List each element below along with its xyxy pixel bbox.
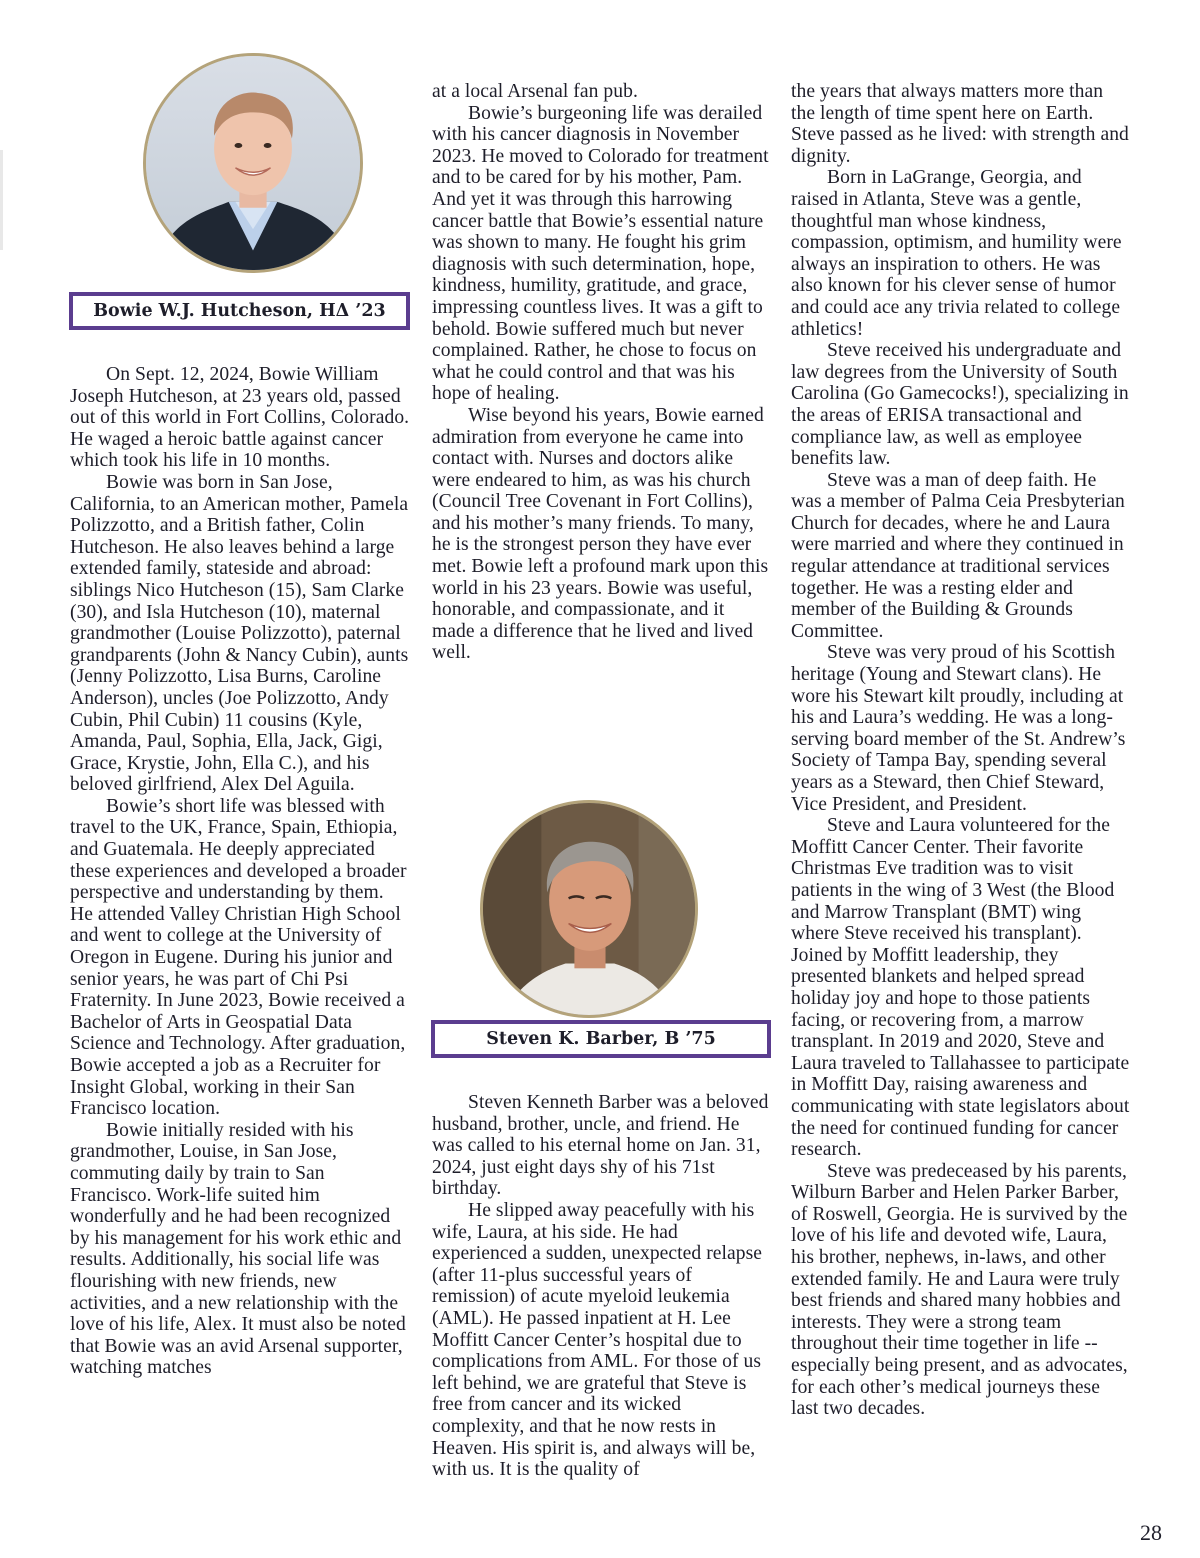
steven-paragraph-2: He slipped away peacefully with his wife, Laura, at his side. He had experienced a sudden, unexpected relapse (after 11-plus successful years of remission) of acute myeloid leukemia (AML). He passed inpatient at H. Lee Moffitt Cancer Center’s hospital due to complications from AML. For those of us left behind, we are grateful that Steve is free from cancer and its wicked complexity, and that he now rests in Heaven. His spirit is, and always will be, with us. It is the quality of <box>432 1199 763 1481</box>
bowie-paragraph-4: Bowie initially resided with his grandmother, Louise, in San Jose, commuting daily by train to San Francisco. Work-life suited him wonderfully and he had been recognized by his management for his work ethic and results. Additionally, his social life was flourishing with new friends, new activities, and a new relationship with the love of his life, Alex. It must also be noted that Bowie was an avid Arsenal supporter, watching matches <box>70 1119 406 1379</box>
bowie-paragraph-3: Bowie’s short life was blessed with travel to the UK, France, Spain, Ethiopia, and Guatemala. He deeply appreciated these experiences and developed a broader perspective and understanding by them. He attended Valley Christian High School and went to college at the University of Oregon in Eugene. During his junior and senior years, he was part of Chi Psi Fraternity. In June 2023, Bowie received a Bachelor of Arts in Geospatial Data Science and Technology. After graduation, Bowie accepted a job as a Recruiter for Insight Global, working in their San Francisco location. <box>70 795 407 1120</box>
steven-paragraph-5: Steve was a man of deep faith. He was a member of Palma Ceia Presbyterian Church for decades, where he and Laura were married and where they continued in regular attendance at traditional services together. He was a resting elder and member of the Building & Grounds Committee. <box>791 469 1125 642</box>
column-2-top <box>432 81 770 664</box>
portrait-bowie-hutcheson <box>143 53 363 273</box>
bowie-paragraph-1: On Sept. 12, 2024, Bowie William Joseph Hutcheson, at 23 years old, passed out of this world in Fort Collins, Colorado. He waged a heroic battle against cancer which took his life in 10 months. <box>70 364 410 472</box>
steven-paragraph-8: Steve was predeceased by his parents, Wilburn Barber and Helen Parker Barber, of Roswell, Georgia. He is survived by the love of his life and devoted wife, Laura, his brother, nephews, in-laws, and other extended family. He and Laura were truly best friends and shared many hobbies and interests. They were a strong team throughout their time together in life -- especially being present, and as advocates, for each other’s medical journeys these last two decades. <box>791 1160 1128 1420</box>
column-3 <box>791 81 1131 1420</box>
steven-paragraph-1: Steven Kenneth Barber was a beloved husband, brother, uncle, and friend. He was called to his eternal home on Jan. 31, 2024, just eight days shy of his 71st birthday. <box>432 1092 769 1200</box>
name-caption-bowie-text: Bowie W.J. Hutcheson, HΔ ’23 <box>93 301 386 321</box>
steven-paragraph-4: Steve received his undergraduate and law degrees from the University of South Carolina (Go Gamecocks!), specializing in the areas of ERISA transactional and compliance law, as well as employee benefits law. <box>791 340 1129 470</box>
portrait-bowie-image <box>146 56 360 270</box>
page-number: 28 <box>1140 1520 1162 1545</box>
bowie-paragraph-6: Wise beyond his years, Bowie earned admiration from everyone he came into contact with. Nurses and doctors alike were endeared to him, as was his church (Council Tree Covenant in Fort Collins), and his mother’s many friends. To many, he is the strongest person they have ever met. Bowie left a profound mark upon this world in his 23 years. Bowie was useful, honorable, and compassionate, and it made a difference that he lived and lived well. <box>432 404 769 664</box>
portrait-steven-barber <box>480 800 698 1018</box>
bowie-paragraph-2: Bowie was born in San Jose, California, to an American mother, Pamela Polizzotto, and a British father, Colin Hutcheson. He also leaves behind a large extended family, stateside and abroad: siblings Nico Hutcheson (15), Sam Clarke (30), and Isla Hutcheson (10), maternal grandmother (Louise Polizzotto), paternal grandparents (John & Nancy Cubin), aunts (Jenny Polizzotto, Lisa Burns, Caroline Anderson), uncles (Joe Polizzotto, Andy Cubin, Phil Cubin) 11 cousins (Kyle, Amanda, Paul, Sophia, Ella, Jack, Gigi, Grace, Krystie, John, Ella C.), and his beloved girlfriend, Alex Del Aguila. <box>70 471 409 796</box>
portrait-steven-image <box>483 803 695 1015</box>
name-caption-steven-text: Steven K. Barber, B ’75 <box>486 1029 716 1049</box>
steven-paragraph-6: Steve was very proud of his Scottish heritage (Young and Stewart clans). He wore his Stewart kilt proudly, including at his and Laura’s wedding. He was a long-serving board member of the St. Andrew’s Society of Tampa Bay, spending several years as a Steward, then Chief Steward, Vice President, and President. <box>791 642 1126 815</box>
steven-paragraph-3: Born in LaGrange, Georgia, and raised in Atlanta, Steve was a gentle, thoughtful man whose kindness, compassion, optimism, and humility were always an inspiration to others. He was also known for his clever sense of humor and could ace any trivia related to college athletics! <box>791 167 1122 340</box>
name-caption-bowie <box>69 292 410 330</box>
page-edge-mark <box>0 150 3 250</box>
steven-paragraph-7: Steve and Laura volunteered for the Moffitt Cancer Center. Their favorite Christmas Eve tradition was to visit patients in the wing of 3 West (the Blood and Marrow Transplant (BMT) wing where Steve received his transplant). Joined by Moffitt leadership, they presented blankets and helped spread holiday joy and hope to those patients facing, or recovering from, a marrow transplant. In 2019 and 2020, Steve and Laura traveled to Tallahassee to participate in Moffitt Day, raising awareness and communicating with state legislators about the need for continued funding for cancer research. <box>791 815 1130 1161</box>
column-1 <box>70 364 410 1379</box>
name-caption-steven <box>431 1020 771 1058</box>
column-2-bottom <box>432 1092 770 1481</box>
bowie-paragraph-4-continued: at a local Arsenal fan pub. <box>432 81 638 102</box>
steven-paragraph-2-continued: the years that always matters more than the length of time spent here on Earth. Steve passed as he lived: with strength and dignity. <box>791 81 1129 167</box>
bowie-paragraph-5: Bowie’s burgeoning life was derailed with his cancer diagnosis in November 2023. He moved to Colorado for treatment and to be cared for by his mother, Pam. And yet it was through this harrowing cancer battle that Bowie’s essential nature was shown to many. He fought his grim diagnosis with such determination, hope, kindness, humility, gratitude, and grace, impressing countless lives. It was a gift to behold. Bowie suffered much but never complained. Rather, he chose to focus on what he could control and that was his hope of healing. <box>432 102 769 405</box>
